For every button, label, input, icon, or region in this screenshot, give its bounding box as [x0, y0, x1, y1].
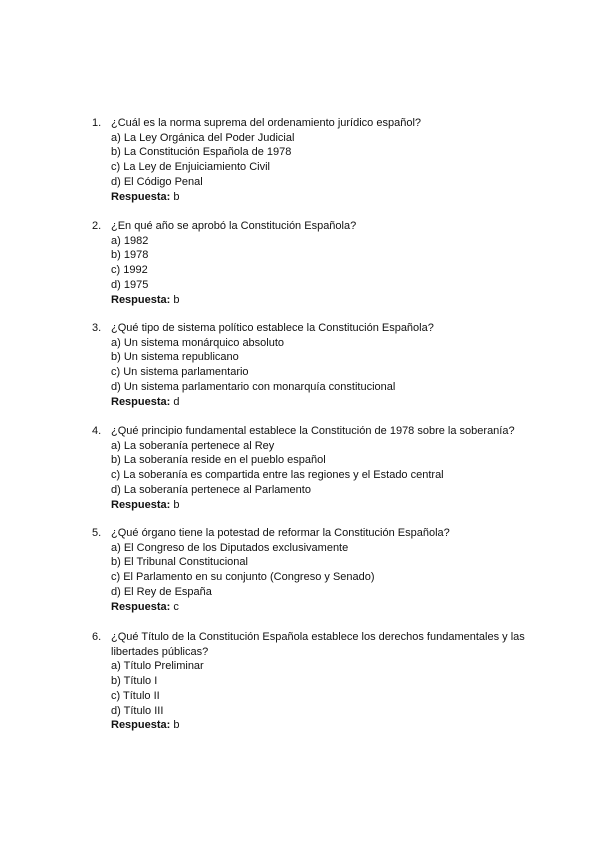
question-header — [92, 219, 532, 234]
option-c: c) La Ley de Enjuiciamiento Civil — [111, 161, 270, 174]
option-d: d) Un sistema parlamentario con monarquía constitucional — [111, 380, 396, 393]
question-text: ¿En qué año se aprobó la Constitución Española? — [111, 220, 357, 232]
question-4 — [92, 424, 532, 512]
answer-line — [111, 190, 532, 205]
option-a: a) El Congreso de los Diputados exclusivamente — [111, 541, 349, 554]
question-number: 4. — [92, 425, 102, 437]
option-d: d) La soberanía pertenece al Parlamento — [111, 483, 311, 496]
question-text: ¿Qué órgano tiene la potestad de reformar la Constitución Española? — [111, 527, 450, 539]
option-d: d) 1975 — [111, 278, 149, 291]
answer-value: b — [173, 719, 180, 732]
answer-value: b — [173, 498, 180, 511]
answer-line — [111, 395, 532, 410]
options-list — [111, 541, 532, 600]
option-b: b) La Constitución Española de 1978 — [111, 146, 292, 159]
options-list — [111, 439, 532, 498]
question-header — [92, 424, 532, 439]
answer-line — [111, 600, 532, 615]
option-a: a) Un sistema monárquico absoluto — [111, 336, 285, 349]
option-b: b) El Tribunal Constitucional — [111, 556, 248, 569]
answer-label: Respuesta: — [111, 498, 171, 511]
question-1 — [92, 116, 532, 204]
answer-line — [111, 718, 532, 733]
question-number: 6. — [92, 631, 102, 643]
question-header — [92, 526, 532, 541]
options-list — [111, 234, 532, 293]
question-text: ¿Qué principio fundamental establece la Constitución de 1978 sobre la soberanía? — [111, 425, 515, 437]
option-d: d) El Código Penal — [111, 175, 203, 188]
question-number: 3. — [92, 322, 102, 334]
question-header — [92, 630, 532, 659]
option-a: a) La Ley Orgánica del Poder Judicial — [111, 131, 295, 144]
question-text: ¿Qué Título de la Constitución Española establece los derechos fundamentales y las libertades públicas? — [111, 631, 525, 658]
answer-line — [111, 498, 532, 513]
answer-label: Respuesta: — [111, 719, 171, 732]
option-a: a) 1982 — [111, 234, 149, 247]
answer-label: Respuesta: — [111, 600, 171, 613]
question-header — [92, 116, 532, 131]
option-b: b) La soberanía reside en el pueblo español — [111, 454, 326, 467]
option-c: c) El Parlamento en su conjunto (Congreso y Senado) — [111, 571, 375, 584]
option-d: d) Título III — [111, 704, 164, 717]
answer-label: Respuesta: — [111, 293, 171, 306]
option-a: a) Título Preliminar — [111, 660, 204, 673]
answer-line — [111, 293, 532, 308]
option-c: c) Un sistema parlamentario — [111, 366, 249, 379]
option-c: c) Título II — [111, 689, 160, 702]
question-3 — [92, 321, 532, 409]
question-header — [92, 321, 532, 336]
answer-label: Respuesta: — [111, 395, 171, 408]
option-b: b) Un sistema republicano — [111, 351, 239, 364]
question-number: 1. — [92, 117, 102, 129]
question-2 — [92, 219, 532, 307]
option-b: b) 1978 — [111, 249, 149, 262]
option-c: c) La soberanía es compartida entre las regiones y el Estado central — [111, 469, 444, 482]
option-b: b) Título I — [111, 675, 158, 688]
options-list — [111, 336, 532, 395]
options-list — [111, 131, 532, 190]
question-number: 5. — [92, 527, 102, 539]
option-c: c) 1992 — [111, 264, 148, 277]
question-6 — [92, 630, 532, 733]
option-a: a) La soberanía pertenece al Rey — [111, 439, 275, 452]
option-d: d) El Rey de España — [111, 585, 212, 598]
answer-label: Respuesta: — [111, 190, 171, 203]
question-number: 2. — [92, 220, 102, 232]
answer-value: d — [173, 395, 180, 408]
question-5 — [92, 526, 532, 614]
answer-value: c — [173, 600, 179, 613]
question-text: ¿Qué tipo de sistema político establece la Constitución Española? — [111, 322, 434, 334]
options-list — [111, 659, 532, 718]
answer-value: b — [173, 190, 180, 203]
question-text: ¿Cuál es la norma suprema del ordenamiento jurídico español? — [111, 117, 422, 129]
answer-value: b — [173, 293, 180, 306]
